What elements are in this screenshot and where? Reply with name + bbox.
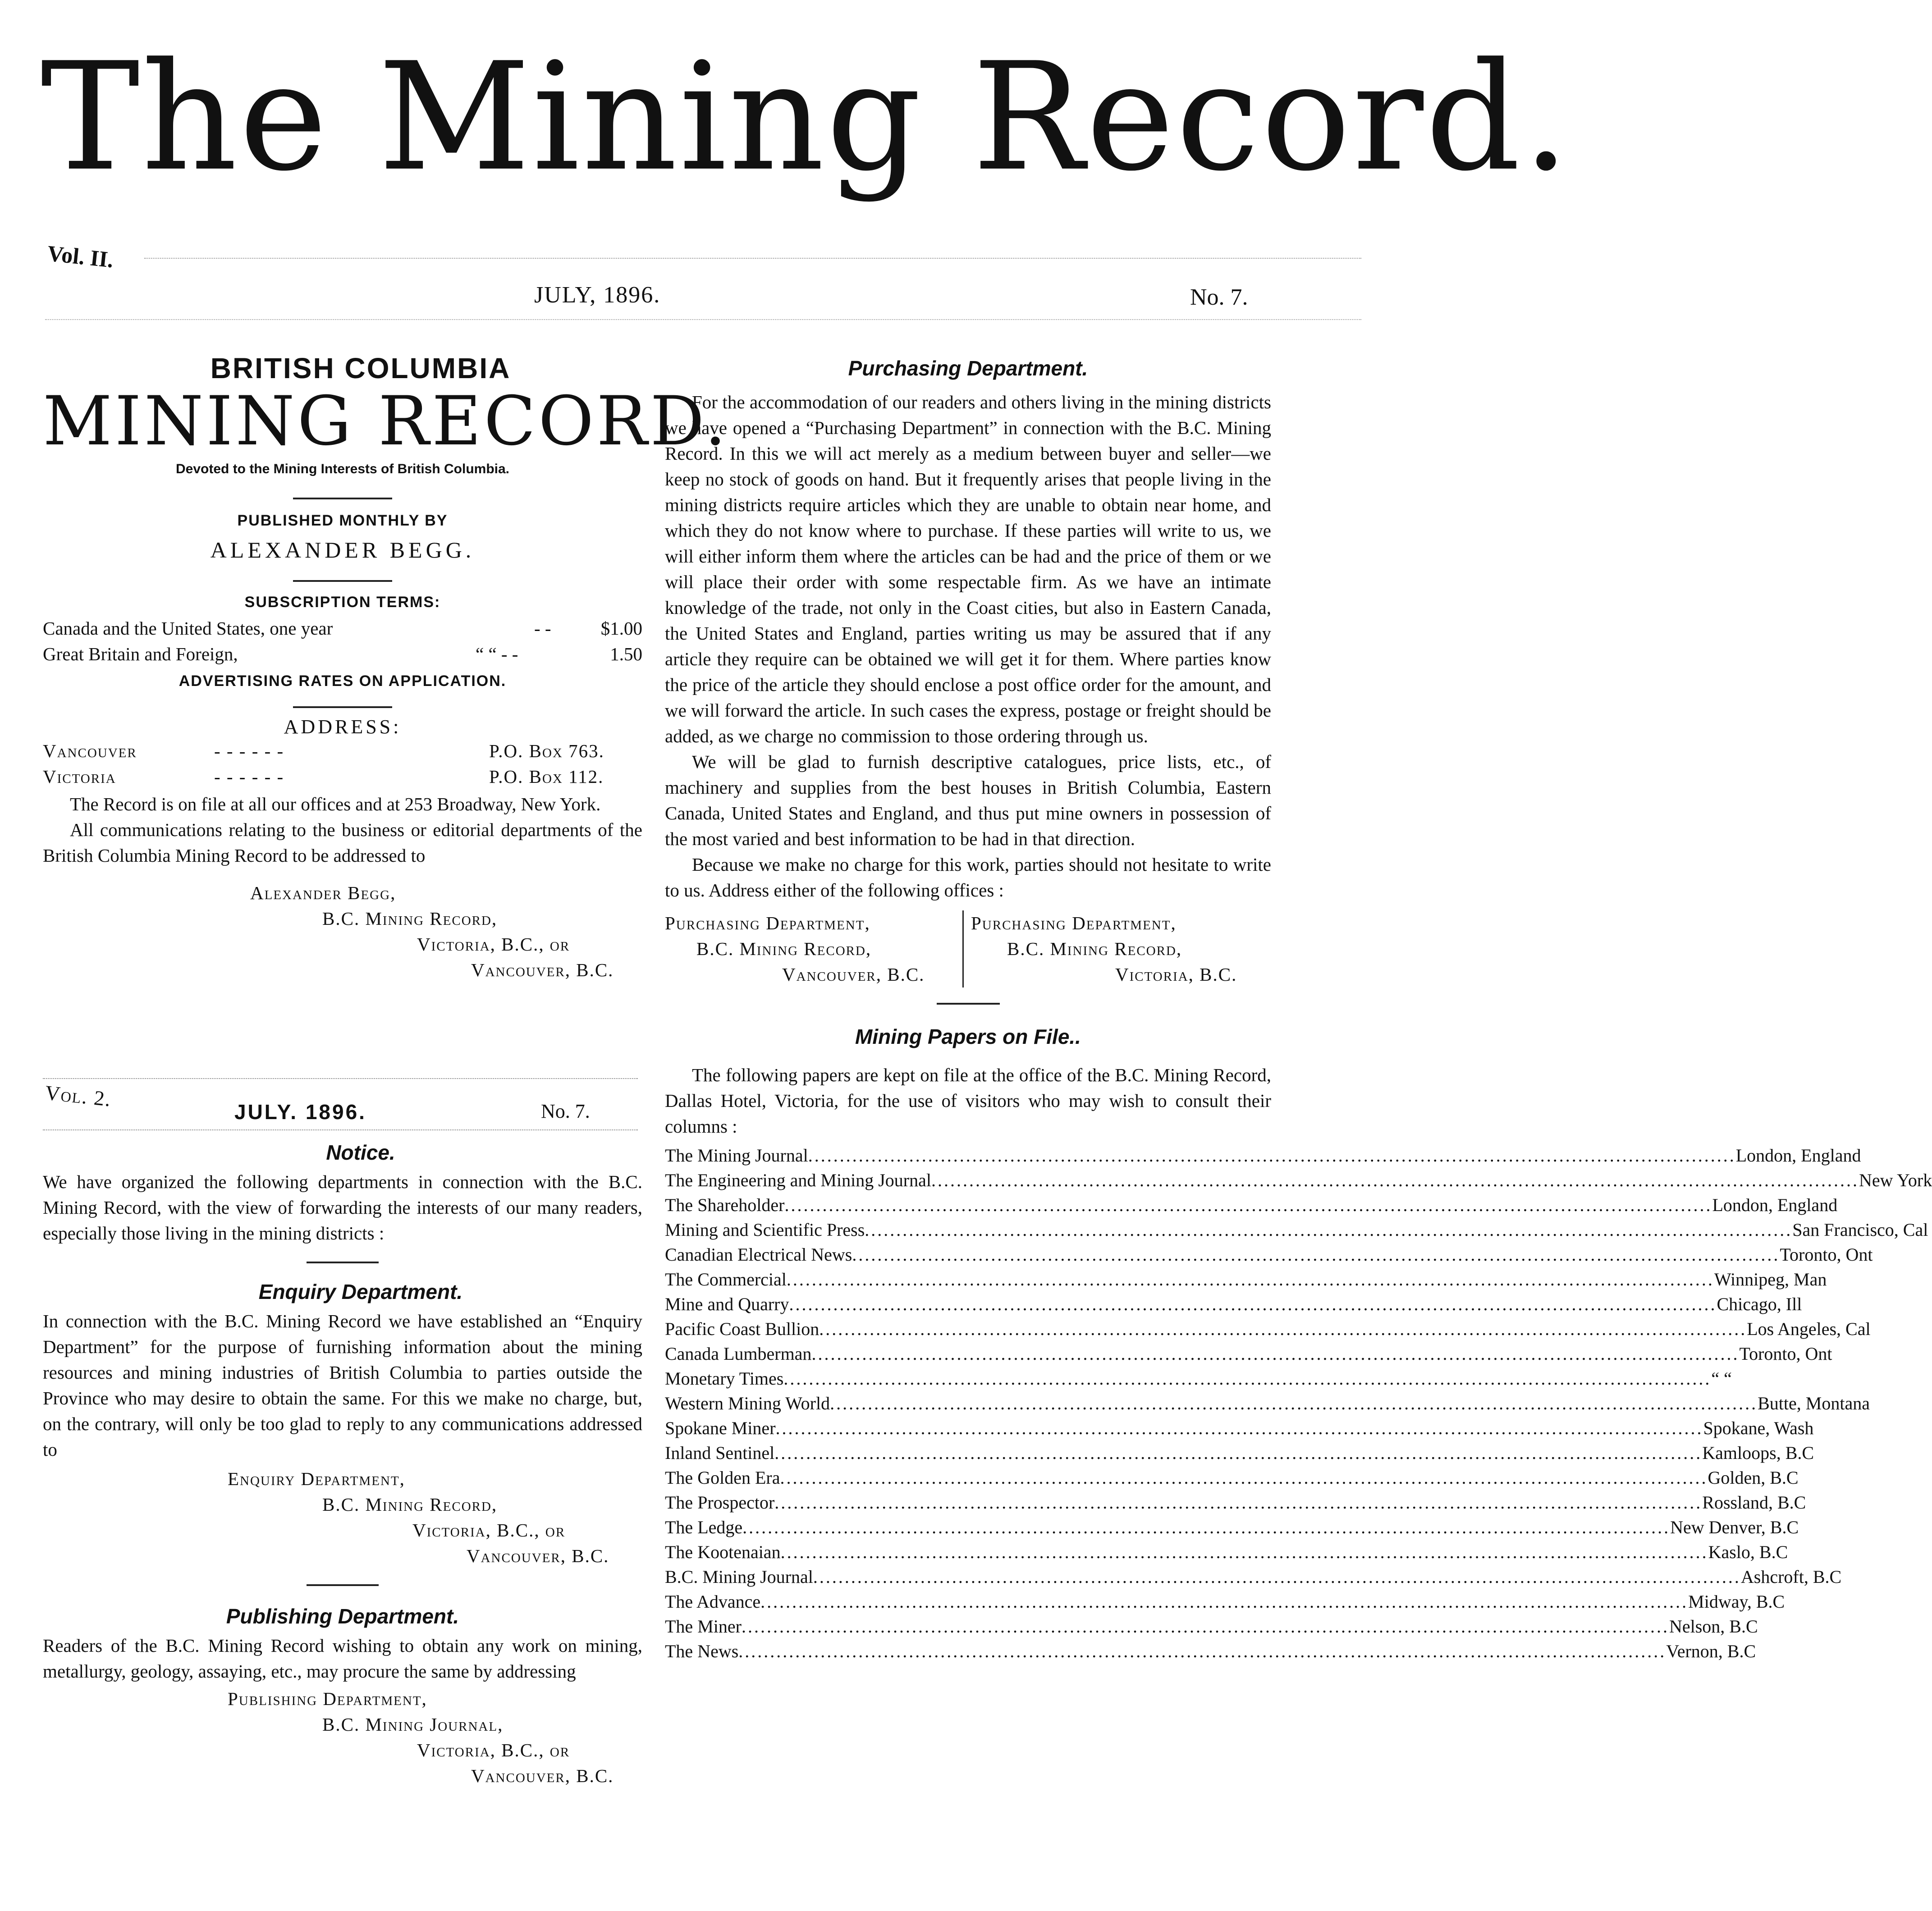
- paper-location: Spokane, Wash: [1703, 1418, 1814, 1438]
- left-column-lower: [43, 1140, 642, 1789]
- address-line: Purchasing Department,: [971, 913, 1177, 933]
- leader-dots: [865, 1217, 1792, 1242]
- paper-location: Ashcroft, B.C: [1740, 1567, 1842, 1587]
- leader-dots: [760, 1589, 1688, 1614]
- paper-row: [665, 1193, 1838, 1217]
- address-line: B.C. Mining Journal,: [322, 1714, 504, 1735]
- leader-dots: [852, 1242, 1780, 1267]
- paper-location: Chicago, Ill: [1717, 1294, 1802, 1314]
- paper-name: The Advance: [665, 1591, 761, 1612]
- leader-dots: [819, 1317, 1747, 1341]
- leader-dots: [808, 1143, 1736, 1168]
- masthead-title: The Mining Record.: [41, 31, 1572, 204]
- address-row: [43, 764, 642, 790]
- address-line: Victoria, B.C., or: [417, 1740, 570, 1760]
- purchasing-addresses: [665, 910, 1271, 988]
- paper-name: Monetary Times: [665, 1368, 784, 1389]
- address-line: B.C. Mining Record,: [1007, 938, 1182, 959]
- paper-location: London, England: [1712, 1195, 1838, 1215]
- paper-name: Canada Lumberman: [665, 1344, 812, 1364]
- volume-label: Vol. II.: [46, 240, 115, 273]
- subscription-heading: SUBSCRIPTION TERMS:: [244, 594, 441, 611]
- address-dashes: - - - - - -: [214, 766, 284, 787]
- paper-location: Winnipeg, Man: [1714, 1269, 1827, 1289]
- paper-row: [665, 1490, 1806, 1515]
- divider: [307, 1584, 379, 1586]
- paper-location: San Francisco, Cal: [1792, 1220, 1928, 1240]
- paper-location: Vernon, B.C: [1666, 1641, 1756, 1661]
- masthead-rule: [144, 258, 1361, 259]
- paper-row: [665, 1341, 1832, 1366]
- left-column: [43, 352, 729, 983]
- subscription-row: [43, 641, 642, 667]
- signature-line: Victoria, B.C., or: [417, 934, 570, 955]
- paper-location: New Denver, B.C: [1670, 1517, 1799, 1537]
- publishing-address: [43, 1686, 642, 1789]
- paper-location: Los Angeles, Cal: [1747, 1319, 1871, 1339]
- leader-dots: [776, 1416, 1703, 1440]
- advertising-line: ADVERTISING RATES ON APPLICATION.: [179, 672, 507, 690]
- issue-number-2: No. 7.: [541, 1100, 590, 1122]
- subscription-label: Great Britain and Foreign,: [43, 644, 238, 664]
- paper-name: The Prospector: [665, 1492, 775, 1513]
- address-line: Publishing Department,: [228, 1688, 427, 1709]
- leader-dots: [830, 1391, 1758, 1416]
- purchasing-address-victoria: [964, 910, 1237, 988]
- address-box: P.O. Box 763.: [489, 741, 604, 761]
- papers-heading: Mining Papers on File..: [855, 1025, 1081, 1048]
- paper-name: Western Mining World: [665, 1393, 830, 1413]
- volume-label-2: Vol. 2.: [44, 1081, 113, 1111]
- paper-location: London, England: [1735, 1145, 1861, 1166]
- address-heading: ADDRESS:: [284, 716, 402, 738]
- address-line: B.C. Mining Record,: [696, 938, 872, 959]
- address-line: Vancouver, B.C.: [467, 1545, 609, 1566]
- paper-name: The News: [665, 1641, 739, 1661]
- leader-dots: [774, 1440, 1702, 1465]
- paper-name: Spokane Miner: [665, 1418, 776, 1438]
- issue-date: JULY, 1896.: [534, 282, 661, 308]
- leader-dots: [742, 1515, 1670, 1540]
- section-rule: [43, 1078, 638, 1079]
- purchasing-address-vancouver: [665, 910, 964, 988]
- subscription-ditto: “ “ - -: [476, 644, 518, 664]
- address-row: [43, 738, 642, 764]
- leader-dots: [784, 1193, 1712, 1217]
- devoted-line: Devoted to the Mining Interests of British Columbia.: [175, 462, 510, 476]
- masthead-rule-lower: [45, 319, 1361, 320]
- paper-name: The Miner: [665, 1616, 742, 1637]
- paper-location: Butte, Montana: [1758, 1393, 1870, 1413]
- address-line: Vancouver, B.C.: [782, 964, 925, 985]
- paper-name: B.C. Mining Journal: [665, 1567, 813, 1587]
- paper-row: [665, 1267, 1827, 1292]
- address-city: Vancouver: [43, 741, 137, 761]
- issue-number: No. 7.: [1190, 284, 1248, 310]
- paper-location: Rossland, B.C: [1702, 1492, 1806, 1513]
- issue-date-2: JULY. 1896.: [234, 1100, 366, 1124]
- paper-location: Nelson, B.C: [1669, 1616, 1758, 1637]
- subscription-dashes: - -: [534, 618, 551, 639]
- paper-name: The Shareholder: [665, 1195, 785, 1215]
- divider: [293, 706, 392, 708]
- divider: [307, 1262, 379, 1263]
- paper-row: [665, 1391, 1870, 1416]
- purchasing-paragraph: For the accommodation of our readers and others living in the mining districts we have opened a “Purchasing Department” in connection with the B.C. Mining Record. In this we will act merely as a medium between buyer and seller—we keep no stock of goods on hand. But it frequently arises that people living in the mining districts require articles which they are unable to obtain near home, and which they do not know where to purchase. If these parties will write to us, we will either inform them where the articles can be had and the price of them or we will place their order with some respectable firm. As we have an intimate knowledge of the trade, not only in the Coast cities, but also in Eastern Canada, the United States and England, parties writing us may be assured that if any article they require can be obtained we will get it for them. Where parties know the price of the article they should enclose a post office order for the amount, and we will forward the article. In such cases the express, postage or freight should be added, as we charge no commission to those ordering through us.: [665, 392, 1271, 746]
- section-rule: [43, 1129, 638, 1130]
- paper-name: The Golden Era: [665, 1468, 780, 1488]
- signature-line: B.C. Mining Record,: [322, 908, 498, 929]
- signature-block: [43, 880, 642, 983]
- paper-row: [665, 1639, 1756, 1664]
- paper-row: [665, 1168, 1932, 1193]
- leader-dots: [811, 1341, 1739, 1366]
- divider: [937, 1003, 1000, 1005]
- paper-row: [665, 1242, 1873, 1267]
- paper-name: The Kootenaian: [665, 1542, 781, 1562]
- paper-row: [665, 1217, 1928, 1242]
- publishing-heading: Publishing Department.: [226, 1605, 459, 1628]
- paper-name: The Ledge: [665, 1517, 743, 1537]
- paper-location: “ “: [1711, 1368, 1732, 1389]
- subscription-price: 1.50: [610, 644, 642, 664]
- address-line: Purchasing Department,: [665, 913, 870, 933]
- record-on-file: The Record is on file at all our offices and at 253 Broadway, New York.: [70, 794, 601, 814]
- papers-list: [665, 1143, 1932, 1664]
- purchasing-heading: Purchasing Department.: [848, 357, 1088, 380]
- divider: [293, 498, 392, 499]
- paper-row: [665, 1614, 1758, 1639]
- leader-dots: [781, 1540, 1708, 1564]
- divider: [293, 580, 392, 582]
- paper-name: The Mining Journal: [665, 1145, 808, 1166]
- paper-row: [665, 1416, 1814, 1440]
- right-column: [665, 356, 1932, 1664]
- purchasing-paragraph: Because we make no charge for this work, parties should not hesitate to write to us. Address either of the following offices :: [665, 854, 1271, 901]
- paper-name: The Commercial: [665, 1269, 787, 1289]
- enquiry-heading: Enquiry Department.: [258, 1280, 463, 1303]
- published-by: PUBLISHED MONTHLY BY: [237, 512, 448, 529]
- leader-dots: [783, 1366, 1711, 1391]
- signature-line: Vancouver, B.C.: [471, 960, 614, 980]
- communications-text: All communications relating to the business or editorial departments of the British Columbia Mining Record to be addressed to: [43, 819, 642, 866]
- leader-dots: [738, 1639, 1666, 1664]
- address-line: Victoria, B.C., or: [412, 1520, 566, 1541]
- notice-text: We have organized the following departments in connection with the B.C. Mining Record, with the view of forwarding the interests of our many readers, especially those living in the mining districts :: [43, 1171, 642, 1244]
- subscription-row: [43, 616, 642, 641]
- subscription-price: $1.00: [600, 618, 642, 639]
- paper-location: Golden, B.C: [1708, 1468, 1799, 1488]
- enquiry-address: [43, 1466, 642, 1569]
- paper-name: Pacific Coast Bullion: [665, 1319, 819, 1339]
- paper-row: [665, 1515, 1799, 1540]
- publishing-text: Readers of the B.C. Mining Record wishing to obtain any work on mining, metallurgy, geology, assaying, etc., may procure the same by addressing: [43, 1635, 642, 1682]
- paper-name: Mining and Scientific Press: [665, 1220, 865, 1240]
- paper-location: Midway, B.C: [1688, 1591, 1785, 1612]
- paper-location: Toronto, Ont: [1739, 1344, 1832, 1364]
- subscription-label: Canada and the United States, one year: [43, 618, 333, 639]
- paper-row: [665, 1317, 1871, 1341]
- address-line: Enquiry Department,: [228, 1468, 405, 1489]
- paper-location: Toronto, Ont: [1780, 1244, 1873, 1265]
- address-line: B.C. Mining Record,: [322, 1494, 498, 1515]
- leader-dots: [742, 1614, 1669, 1639]
- record-title: MINING RECORD.: [43, 382, 729, 461]
- paper-name: The Engineering and Mining Journal: [665, 1170, 931, 1190]
- paper-row: [665, 1540, 1788, 1564]
- paper-location: Kaslo, B.C: [1708, 1542, 1788, 1562]
- paper-name: Mine and Quarry: [665, 1294, 789, 1314]
- paper-row: [665, 1564, 1842, 1589]
- paper-row: [665, 1440, 1814, 1465]
- publisher-name: ALEXANDER BEGG.: [210, 537, 475, 562]
- leader-dots: [813, 1564, 1741, 1589]
- leader-dots: [931, 1168, 1859, 1193]
- signature-line: Alexander Begg,: [250, 882, 396, 903]
- paper-row: [665, 1143, 1861, 1168]
- leader-dots: [774, 1490, 1702, 1515]
- paper-row: [665, 1589, 1785, 1614]
- paper-name: Inland Sentinel: [665, 1443, 775, 1463]
- purchasing-paragraph: We will be glad to furnish descriptive catalogues, price lists, etc., of machinery and supplies from the best houses in British Columbia, Eastern Canada, United States and England, and thus put mine owners in possession of the most varied and best information to be had in that direction.: [665, 751, 1271, 849]
- paper-name: Canadian Electrical News: [665, 1244, 852, 1265]
- address-line: Victoria, B.C.: [1115, 964, 1237, 985]
- paper-location: New York: [1859, 1170, 1932, 1190]
- address-box: P.O. Box 112.: [489, 766, 604, 787]
- papers-intro: The following papers are kept on file at the office of the B.C. Mining Record, Dallas Hotel, Victoria, for the use of visitors who may wish to consult their columns :: [665, 1065, 1271, 1137]
- address-line: Vancouver, B.C.: [471, 1765, 614, 1786]
- address-city: Victoria: [43, 766, 116, 787]
- paper-row: [665, 1465, 1799, 1490]
- paper-row: [665, 1292, 1802, 1317]
- leader-dots: [789, 1292, 1717, 1317]
- leader-dots: [787, 1267, 1714, 1292]
- notice-heading: Notice.: [326, 1141, 395, 1164]
- bc-title: BRITISH COLUMBIA: [210, 352, 511, 384]
- paper-row: [665, 1366, 1732, 1391]
- paper-location: Kamloops, B.C: [1702, 1443, 1814, 1463]
- address-dashes: - - - - - -: [214, 741, 284, 761]
- enquiry-text: In connection with the B.C. Mining Record we have established an “Enquiry Department” for the purpose of furnishing information about the mining resources and mining industries of British Columbia to parties outside the Province who may desire to obtain the same. For this we make no charge, but, on the contrary, will only be too glad to reply to any communications addressed to: [43, 1311, 642, 1460]
- leader-dots: [780, 1465, 1708, 1490]
